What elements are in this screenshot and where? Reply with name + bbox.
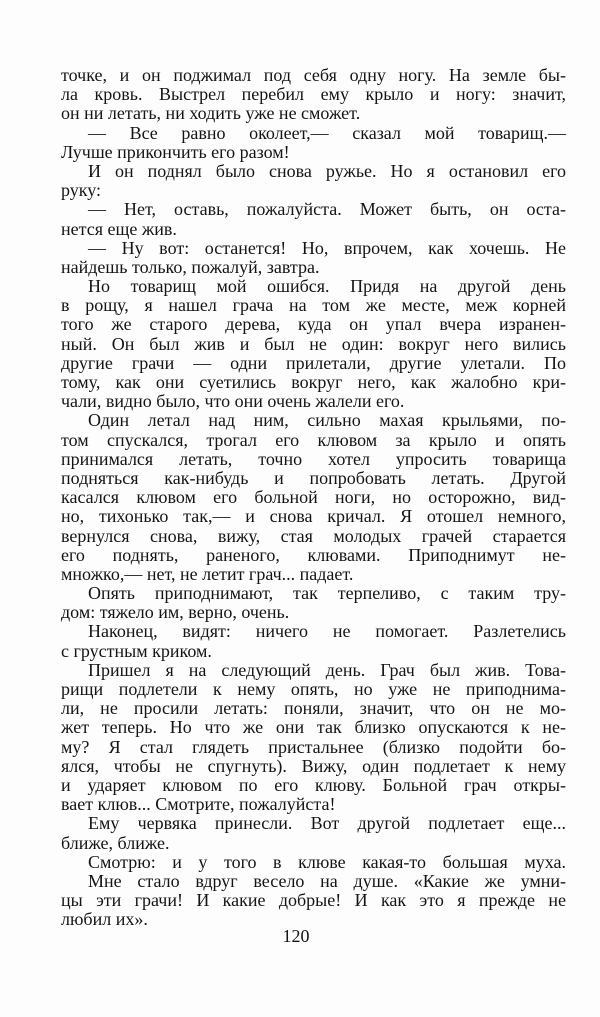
text-line: ный. Он был жив и был не один: вокруг него вились (61, 333, 566, 354)
text-line: Ему червяка принесли. Вот другой подлетает еще... (88, 813, 566, 834)
text-line: Опять приподнимают, так терпеливо, с таким тру- (88, 583, 566, 604)
text-line: Смотрю: и у того в клюве какая-то большая муха. (88, 851, 566, 872)
text-line: Пришел я на следующий день. Грач был жив. Това- (88, 659, 566, 680)
text-line: найдешь только, пожалуй, завтра. (61, 256, 320, 277)
text-line: касался клювом его больной ноги, но осторожно, вид- (61, 487, 566, 508)
text-line: ближе, ближе. (61, 832, 170, 853)
text-line: и ударяет клювом по его клюву. Больной грач откры- (61, 774, 566, 795)
text-line: чали, видно было, что они очень жалели его. (61, 391, 405, 412)
text-line: точке, и он поджимал под себя одну ногу. На земле бы- (61, 65, 566, 85)
text-line: Но товарищ мой ошибся. Придя на другой день (88, 276, 566, 297)
text-line: И он поднял было снова ружье. Но я остановил его (88, 160, 566, 181)
text-line: Наконец, видят: ничего не помогает. Разлетелись (88, 621, 566, 642)
text-line: но, тихонько так,— и снова кричал. Я отошел немного, (61, 506, 566, 527)
text-line: с грустным криком. (61, 640, 212, 661)
text-line: вернулся снова, вижу, стая молодых грачей старается (61, 525, 566, 546)
text-line: му? Я стал глядеть пристальнее (близко подойти бо- (61, 736, 566, 757)
text-line: жет теперь. Но что же они так близко опускаются к не- (61, 717, 566, 738)
text-line: — Ну вот: останется! Но, впрочем, как хочешь. Не (88, 237, 566, 258)
text-line: цы эти грачи! И какие добрые! И как это я прежде не (61, 890, 566, 911)
text-line: дом: тяжело им, верно, очень. (61, 602, 290, 623)
text-line: Лучше прикончить его разом! (61, 141, 290, 162)
text-line: рищи подлетели к нему опять, но уже не приподнима- (61, 679, 566, 699)
page-text (61, 66, 566, 929)
text-line: — Все равно околеет,— сказал мой товарищ.— (88, 122, 566, 143)
text-line: том спускался, трогал его клювом за крыло и опять (61, 429, 566, 450)
text-line: руку: (61, 180, 102, 201)
text-line: Мне стало вдруг весело на душе. «Какие же умни- (88, 870, 566, 891)
text-line: нется еще жив. (61, 218, 177, 239)
text-line: подняться как-нибудь и попробовать летать. Другой (61, 467, 566, 488)
text-line: ялся, чтобы не спугнуть). Вижу, один подлетает к нему (61, 755, 566, 776)
text-line: — Нет, оставь, пожалуйста. Может быть, он оста- (88, 199, 566, 220)
page-number: 120 (282, 926, 310, 946)
text-line: он ни летать, ни ходить уже не сможет. (61, 103, 361, 124)
text-line: тому, как они суетились вокруг него, как жалобно кри- (61, 372, 566, 392)
text-line: вает клюв... Смотрите, пожалуйста! (61, 794, 336, 815)
text-line: Один летал над ним, сильно махая крыльями, по- (88, 410, 566, 431)
text-line: того же старого дерева, куда он упал вчера изранен- (61, 314, 566, 335)
text-line: множко,— нет, не летит грач... падает. (61, 563, 354, 584)
text-line: ли, не просили летать: поняли, значит, что он не мо- (61, 698, 566, 719)
text-line: в рощу, я нашел грача на том же месте, меж корней (61, 295, 566, 316)
text-line: ла кровь. Выстрел перебил ему крыло и ногу: значит, (61, 84, 566, 105)
text-line: принимался летать, точно хотел упросить товарища (61, 448, 566, 469)
text-line: его поднять, раненого, клювами. Приподнимут не- (61, 544, 566, 565)
text-line: любил их». (61, 909, 148, 930)
text-line: другие грачи — одни прилетали, другие улетали. По (61, 352, 566, 373)
